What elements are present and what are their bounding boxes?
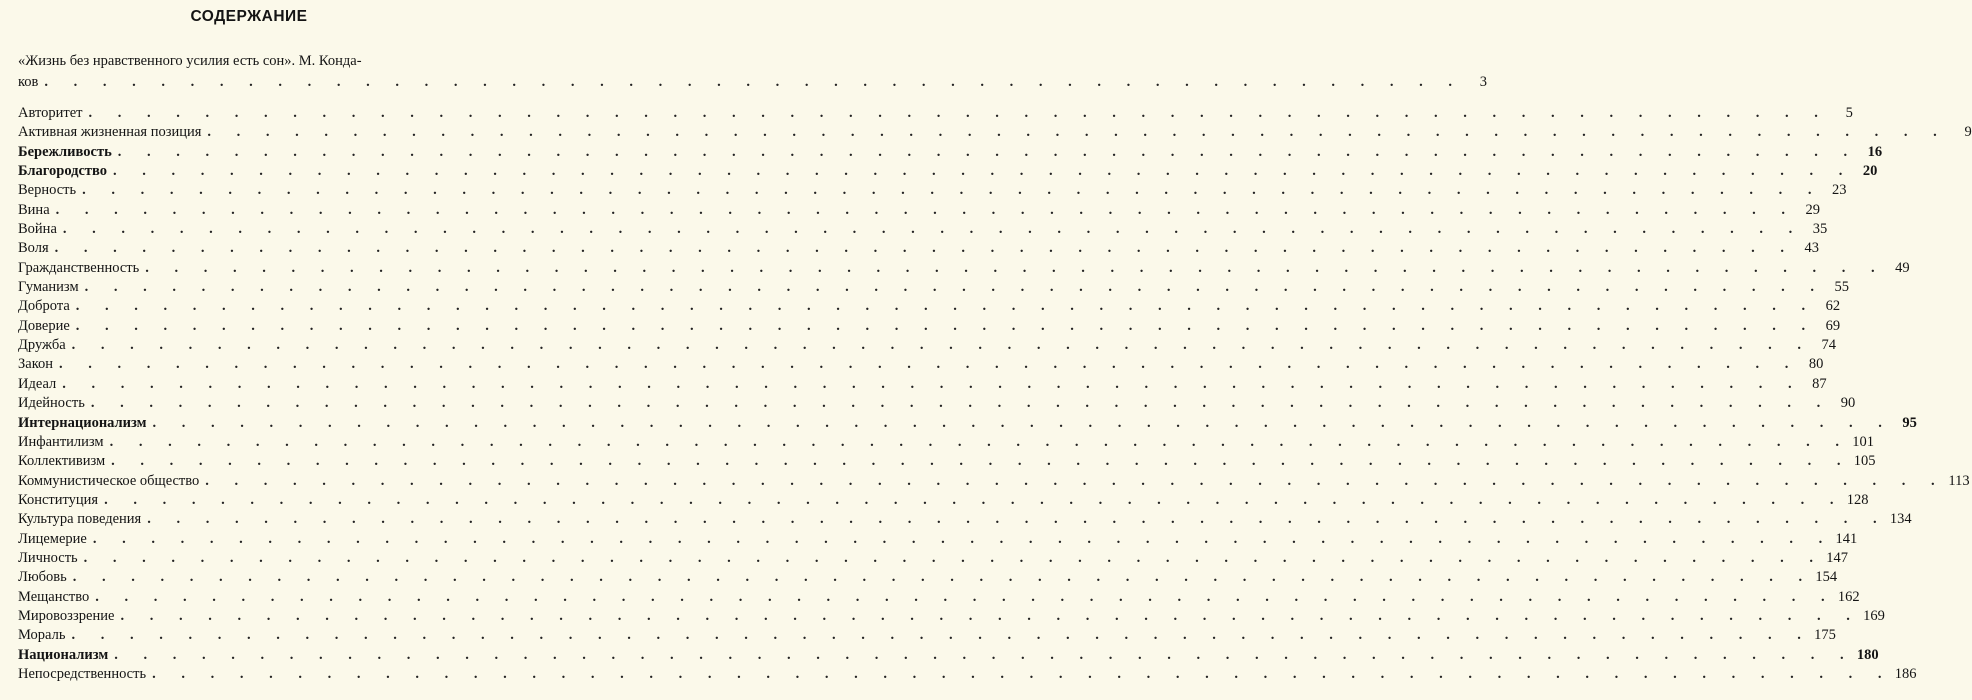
dot-leader: . . . . . . . . . . . . . . . . . . . . . . . . . . . . . . . . . . . . . . . . . . . . . . . . . . . . . . . . . . . . <box>75 317 1817 334</box>
toc-entry <box>18 201 1821 220</box>
dot-leader: . . . . . . . . . . . . . . . . . . . . . . . . . . . . . . . . . . . . . . . . . . . . . . . . . . . . . . . . . . . . <box>109 433 1850 450</box>
page-number: 55 <box>1834 279 1849 296</box>
dot-leader: . . . . . . . . . . . . . . . . . . . . . . . . . . . . . . . . . . . . . . . . . . . . . . . . . . . . . . . . . . . . <box>59 356 1800 373</box>
page-number: 49 <box>1895 259 1910 276</box>
toc-entry-label: Авторитет <box>18 105 83 121</box>
toc-entry-label: Доверие <box>18 317 70 334</box>
toc-entry <box>18 510 1912 529</box>
toc-entry <box>18 646 1879 665</box>
dot-leader: . . . . . . . . . . . . . . . . . . . . . . . . . . . . . . . . . . . . . . . . . . . . . . . . . . . . . . . . . . . . <box>92 530 1834 547</box>
page-number: 113 <box>1948 472 1970 489</box>
page-number: 3 <box>1479 74 1488 90</box>
toc-entry-label: Доброта <box>18 298 70 315</box>
page-number: 43 <box>1804 240 1820 257</box>
dot-leader: . . . . . . . . . . . . . . . . . . . . . . . . . . . . . . . . . . . . . . . . . . . . . . . . . . . . . . . . . . . . <box>83 549 1825 566</box>
page-number: 141 <box>1835 530 1858 547</box>
toc-entry <box>18 568 1838 587</box>
page-number: 20 <box>1862 163 1878 180</box>
page-number: 154 <box>1815 569 1838 586</box>
toc-entry-label: Культура поведения <box>18 511 142 528</box>
toc-entry <box>18 297 1841 316</box>
toc-entry <box>18 375 1827 394</box>
toc-entry <box>18 626 1836 645</box>
table-of-contents <box>18 104 1972 684</box>
dot-leader: . . . . . . . . . . . . . . . . . . . . . . . . . . . . . . . . . . . . . . . . . . . . . . . . . . . . . . . . . . . . <box>205 472 1946 489</box>
page-number: 23 <box>1832 182 1847 199</box>
epigraph-entry-label: ков <box>18 74 39 90</box>
toc-entry-label: Верность <box>18 182 77 199</box>
dot-leader: . . . . . . . . . . . . . . . . . . . . . . . . . . . . . . . . . . . . . . . . . . . . . . . . . . . . . . . . . . . . <box>95 588 1836 605</box>
toc-entry <box>18 433 1874 452</box>
page-number: 80 <box>1808 356 1824 373</box>
toc-entry <box>18 355 1824 374</box>
dot-leader: . . . . . . . . . . . . . . . . . . . . . . . . . . . . . . . . . . . . . . . . . . . . . . . . . . . . . . . . . . . . <box>207 124 1948 141</box>
toc-entry <box>18 452 1876 471</box>
dot-leader: . . . . . . . . . . . . . . . . . . . . . . . . . . . . . . . . . . . . . . . . . . . . . . . . . . . . . . . . . . . . <box>54 240 1796 257</box>
toc-entry-label: Закон <box>18 356 54 373</box>
page-number: 87 <box>1812 375 1827 392</box>
dot-leader: . . . . . . . . . . . . . . . . . . . . . . . . . . . . . . . . . . . . . . . . . . . . . . . . . . . . . . . . . . . . <box>88 105 1829 121</box>
page-number: 90 <box>1840 395 1856 412</box>
toc-entry-label: Коммунистическое общество <box>18 472 200 489</box>
dot-leader: . . . . . . . . . . . . . . . . . . . . . . . . . . . . . . . . . . . . . . . . . . . . . . . . . . . . . . . . . . . . <box>55 201 1797 218</box>
toc-entry-label: Инфантилизм <box>18 433 104 450</box>
toc-entry <box>18 491 1869 510</box>
page-number: 180 <box>1856 646 1879 663</box>
toc-entry <box>18 607 1885 626</box>
dot-leader: . . . . . . . . . . . . . . . . . . . . . . . . . . . . . . . . . . . . . . . . . . . . . . . . . . . . . . . . . . . . <box>152 665 1893 682</box>
toc-entry-label: Война <box>18 221 57 238</box>
toc-entry <box>18 665 1917 684</box>
toc-entry-label: Личность <box>18 549 78 566</box>
page-number: 128 <box>1846 491 1869 508</box>
page-number: 29 <box>1805 201 1821 218</box>
toc-entry <box>18 317 1841 336</box>
toc-entry-label: Бережливость <box>18 143 112 160</box>
toc-entry-label: Активная жизненная позиция <box>18 124 202 141</box>
toc-entry-label: Лицемерие <box>18 530 87 547</box>
page-number: 134 <box>1889 511 1912 528</box>
toc-entry <box>18 472 1970 491</box>
toc-entry <box>18 162 1878 181</box>
dot-leader: . . . . . . . . . . . . . . . . . . . . . . . . . . . . . . . . . . . . . . . . . . . . . . . . . . . . . . . . . . . . <box>90 395 1832 412</box>
toc-entry <box>18 394 1856 413</box>
dot-leader: . . . . . . . . . . . . . . . . . . . . . . . . . . . . . . . . . . . . . . . . . . . . . . . . . . . . . . . . . . . . <box>104 491 1845 508</box>
toc-entry-label: Конституция <box>18 491 99 508</box>
page-number: 175 <box>1814 627 1836 644</box>
dot-leader: . . . . . . . . . . . . . . . . . . . . . . . . . . . . . . . . . . . . . . . . . . . . . . . . . . . . . . . . . . . . <box>71 337 1813 354</box>
toc-entry <box>18 143 1883 162</box>
dot-leader: . . . . . . . . . . . . . . . . . . . . . . . . . . . . . . . . . . . . . . . . . . . . . . . . . . . . . . . . . . . . <box>62 375 1803 392</box>
dot-leader: . . . . . . . . . . . . . . . . . . . . . . . . . . . . . . . . . . . . . . . . . . . . . . . . . . . . . . . . . . . . <box>114 646 1855 663</box>
page-title: СОДЕРЖАНИЕ <box>190 8 308 25</box>
dot-leader: . . . . . . . . . . . . . . . . . . . . . . . . . . . . . . . . . . . . . . . . . . . . . . . . . . . . . . . . . . . . <box>113 163 1854 180</box>
dot-leader: . . . . . . . . . . . . . . . . . . . . . . . . . . . . . . . . . . . . . . . . . . . . . . . . . <box>44 74 1464 90</box>
dot-leader: . . . . . . . . . . . . . . . . . . . . . . . . . . . . . . . . . . . . . . . . . . . . . . . . . . . . . . . . . . . . <box>145 259 1886 276</box>
toc-entry-label: Воля <box>18 240 49 257</box>
toc-entry-label: Гуманизм <box>18 279 79 296</box>
page-number: 69 <box>1825 317 1841 334</box>
page-number: 147 <box>1826 549 1849 566</box>
page-number: 101 <box>1852 433 1874 450</box>
toc-entry <box>18 123 1972 142</box>
page-number: 35 <box>1812 221 1828 238</box>
dot-leader: . . . . . . . . . . . . . . . . . . . . . . . . . . . . . . . . . . . . . . . . . . . . . . . . . . . . . . . . . . . . <box>111 453 1852 470</box>
toc-entry-label: Интернационализм <box>18 414 147 431</box>
toc-entry <box>18 530 1858 549</box>
epigraph-entry-line1: «Жизнь без нравственного усилия есть сон». М. Конда- <box>18 53 362 69</box>
page-number: 9 <box>1964 124 1972 141</box>
dot-leader: . . . . . . . . . . . . . . . . . . . . . . . . . . . . . . . . . . . . . . . . . . . . . . . . . . . . . . . . . . . . <box>71 627 1812 644</box>
dot-leader: . . . . . . . . . . . . . . . . . . . . . . . . . . . . . . . . . . . . . . . . . . . . . . . . . . . . . . . . . . . . <box>84 279 1825 296</box>
dot-leader: . . . . . . . . . . . . . . . . . . . . . . . . . . . . . . . . . . . . . . . . . . . . . . . . . . . . . . . . . . . . <box>147 511 1888 528</box>
toc-entry-label: Любовь <box>18 569 67 586</box>
page-number: 62 <box>1825 298 1841 315</box>
page-number: 186 <box>1894 665 1917 682</box>
toc-entry-label: Благородство <box>18 163 108 180</box>
toc-entry-label: Коллективизм <box>18 453 106 470</box>
toc-entry-label: Национализм <box>18 646 109 663</box>
dot-leader: . . . . . . . . . . . . . . . . . . . . . . . . . . . . . . . . . . . . . . . . . . . . . . . . . . . . . . . . . . . . <box>75 298 1817 315</box>
toc-entry <box>18 414 1917 433</box>
dot-leader: . . . . . . . . . . . . . . . . . . . . . . . . . . . . . . . . . . . . . . . . . . . . . . . . . . . . . . . . . . . . <box>117 143 1859 160</box>
toc-entry-label: Вина <box>18 201 50 218</box>
dot-leader: . . . . . . . . . . . . . . . . . . . . . . . . . . . . . . . . . . . . . . . . . . . . . . . . . . . . . . . . . . . . <box>120 607 1861 624</box>
page-number: 5 <box>1845 105 1853 121</box>
toc-entry-label: Непосредственность <box>18 665 147 682</box>
toc-entry <box>18 104 1853 123</box>
toc-entry <box>18 336 1837 355</box>
dot-leader: . . . . . . . . . . . . . . . . . . . . . . . . . . . . . . . . . . . . . . . . . . . . . . . . . . . . . . . . . . . . <box>62 221 1804 238</box>
toc-entry <box>18 259 1910 278</box>
page-number: 105 <box>1853 453 1876 470</box>
dot-leader: . . . . . . . . . . . . . . . . . . . . . . . . . . . . . . . . . . . . . . . . . . . . . . . . . . . . . . . . . . . . <box>152 414 1893 431</box>
toc-entry-label: Мировоззрение <box>18 607 115 624</box>
toc-entry-label: Гражданственность <box>18 259 140 276</box>
toc-entry-label: Мораль <box>18 627 66 644</box>
toc-entry <box>18 588 1860 607</box>
page-number: 74 <box>1821 337 1837 354</box>
toc-entry-label: Дружба <box>18 337 66 354</box>
toc-entry <box>18 278 1849 297</box>
epigraph-entry-line2 <box>18 74 1488 91</box>
dot-leader: . . . . . . . . . . . . . . . . . . . . . . . . . . . . . . . . . . . . . . . . . . . . . . . . . . . . . . . . . . . . <box>72 569 1814 586</box>
page-number: 169 <box>1863 607 1885 624</box>
toc-entry <box>18 549 1849 568</box>
page-number: 162 <box>1837 588 1860 605</box>
toc-entry <box>18 181 1847 200</box>
toc-entry-label: Идеал <box>18 375 57 392</box>
page-number: 95 <box>1902 414 1917 431</box>
page-number: 16 <box>1867 143 1883 160</box>
toc-entry-label: Идейность <box>18 395 85 412</box>
toc-entry <box>18 239 1820 258</box>
toc-entry <box>18 220 1828 239</box>
toc-entry-label: Мещанство <box>18 588 90 605</box>
dot-leader: . . . . . . . . . . . . . . . . . . . . . . . . . . . . . . . . . . . . . . . . . . . . . . . . . . . . . . . . . . . . <box>82 182 1823 199</box>
